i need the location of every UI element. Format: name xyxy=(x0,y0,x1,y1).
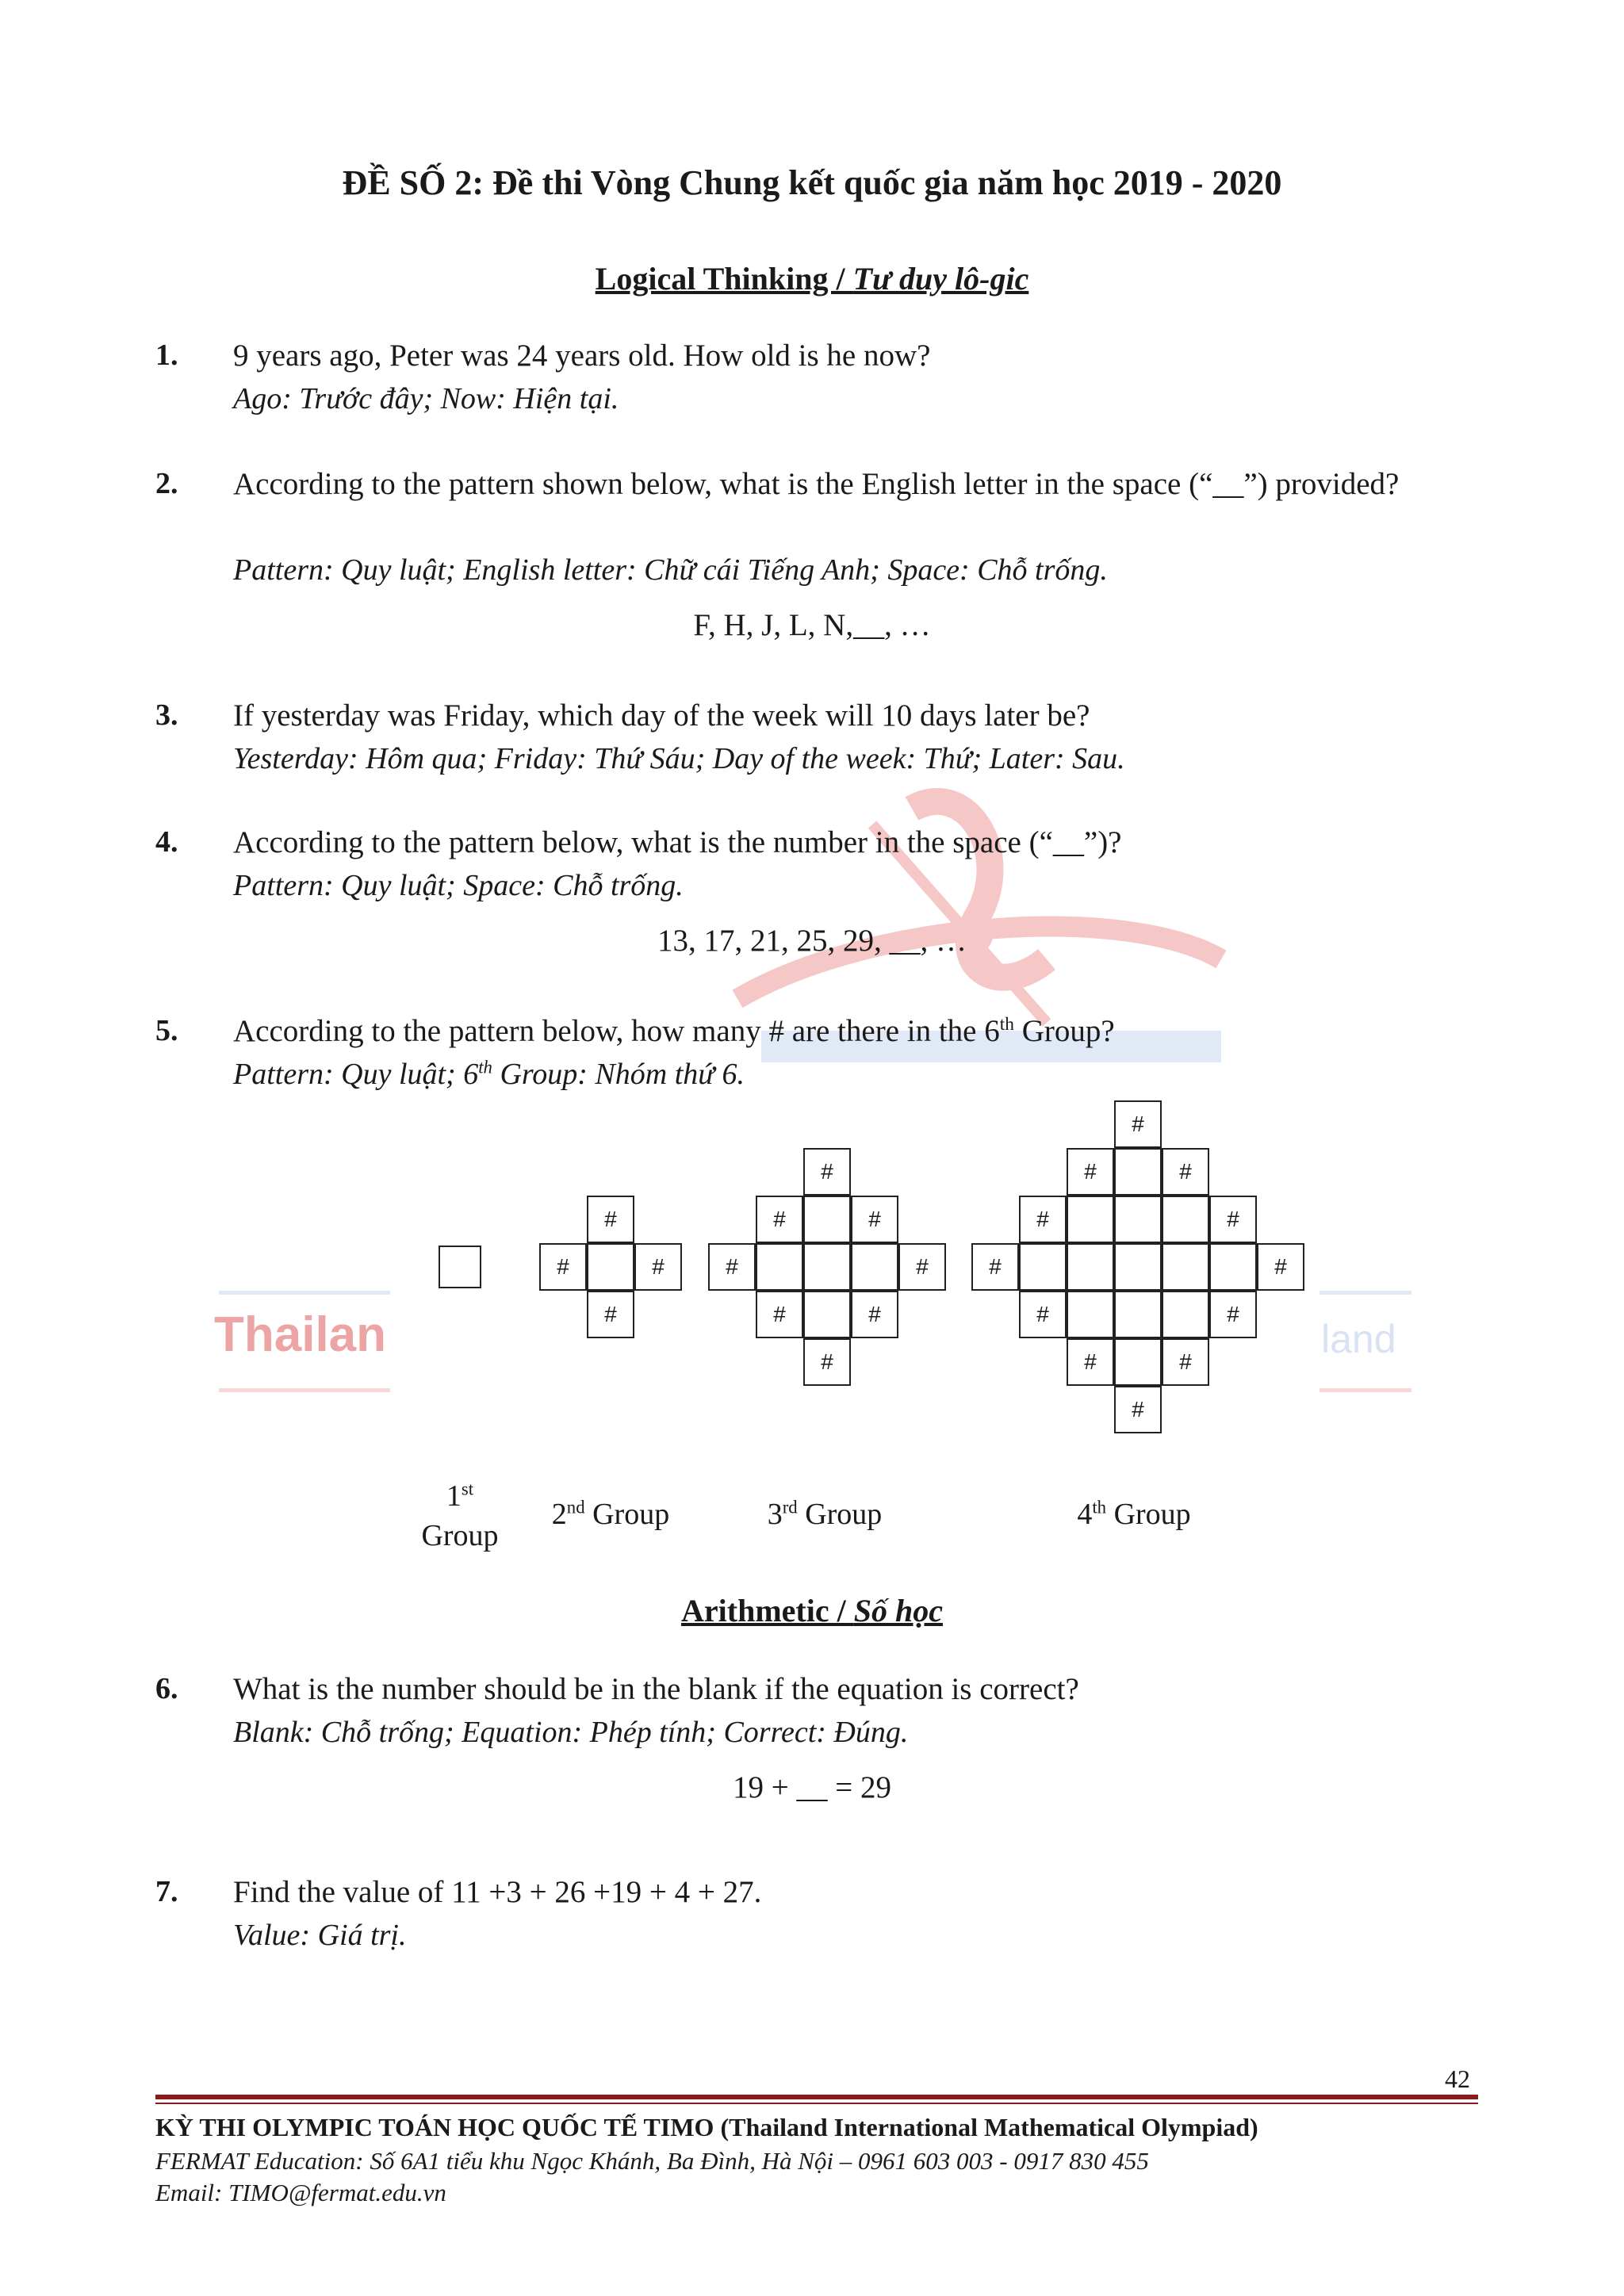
group-label-3-num: 3 xyxy=(767,1498,783,1531)
question-number-1: 1. xyxy=(155,339,178,372)
question-text-3: If yesterday was Friday, which day of the week will 10 days later be? xyxy=(233,698,1090,733)
footer-email: Email: TIMO@fermat.edu.vn xyxy=(155,2179,446,2206)
question-gloss-4: Pattern: Quy luật; Space: Chỗ trống. xyxy=(233,869,684,902)
empty-cell xyxy=(1067,1291,1114,1338)
footer-organizer: KỲ THI OLYMPIC TOÁN HỌC QUỐC TẾ TIMO (Thailand International Mathematical Olympiad) xyxy=(155,2113,1258,2141)
hash-cell: # xyxy=(1019,1196,1067,1243)
question-number-2: 2. xyxy=(155,467,178,500)
hash-cell: # xyxy=(539,1243,587,1291)
empty-cell xyxy=(803,1291,851,1338)
question-text-5-b: Group? xyxy=(1013,1014,1115,1048)
equation: 19 + __ = 29 xyxy=(733,1770,891,1804)
group-label-1-num: 1 xyxy=(446,1479,462,1513)
group-label-1-sup: st xyxy=(461,1479,474,1499)
empty-cell xyxy=(1067,1243,1114,1291)
section-logic-en: Logical Thinking / xyxy=(595,261,853,297)
question-gloss-5-a: Pattern: Quy luật; 6 xyxy=(233,1058,479,1091)
hash-cell: # xyxy=(1162,1338,1209,1386)
question-gloss-1: Ago: Trước đây; Now: Hiện tại. xyxy=(233,382,619,415)
question-text-5-sup: th xyxy=(999,1014,1014,1035)
hash-cell: # xyxy=(898,1243,946,1291)
hash-cell: # xyxy=(634,1243,682,1291)
empty-cell xyxy=(756,1243,803,1291)
empty-cell xyxy=(1019,1243,1067,1291)
group-label-2-word: Group xyxy=(584,1498,670,1531)
group-label-4-sup: th xyxy=(1092,1497,1107,1517)
hash-cell: # xyxy=(851,1291,898,1338)
hash-cell: # xyxy=(971,1243,1019,1291)
group-label-3-sup: rd xyxy=(782,1497,798,1517)
hash-cell: # xyxy=(1114,1386,1162,1433)
group-label-2-num: 2 xyxy=(551,1498,567,1531)
empty-cell xyxy=(1162,1196,1209,1243)
group-label-4 xyxy=(1047,1497,1221,1532)
question-number-4: 4. xyxy=(155,825,178,859)
watermark-text-right: land xyxy=(1321,1317,1396,1361)
question-gloss-6: Blank: Chỗ trống; Equation: Phép tính; Correct: Đúng. xyxy=(233,1716,909,1749)
group-label-3-word: Group xyxy=(797,1498,883,1531)
hash-cell: # xyxy=(756,1291,803,1338)
question-text-1: 9 years ago, Peter was 24 years old. How old is he now? xyxy=(233,339,931,373)
question-text-4: According to the pattern below, what is the number in the space (“__”)? xyxy=(233,825,1122,859)
question-gloss-3: Yesterday: Hôm qua; Friday: Thứ Sáu; Day of the week: Thứ; Later: Sau. xyxy=(233,742,1125,775)
question-text-5-a: According to the pattern below, how many # are there in the 6 xyxy=(233,1014,1000,1048)
hash-cell: # xyxy=(1067,1148,1114,1196)
section-arith-en: Arithmetic / xyxy=(681,1593,854,1628)
question-number-5: 5. xyxy=(155,1014,178,1047)
question-text-7: Find the value of 11 +3 + 26 +19 + 4 + 27. xyxy=(233,1875,762,1909)
hash-cell: # xyxy=(587,1196,634,1243)
hash-cell: # xyxy=(1114,1100,1162,1148)
footer-address: FERMAT Education: Số 6A1 tiểu khu Ngọc Khánh, Ba Đình, Hà Nội – 0961 603 003 - 0917 830 455 xyxy=(155,2147,1149,2175)
footer-rule-thin xyxy=(155,2103,1478,2104)
number-sequence: 13, 17, 21, 25, 29, __, … xyxy=(657,924,967,958)
empty-cell xyxy=(851,1243,898,1291)
group-label-4-num: 4 xyxy=(1077,1498,1093,1531)
question-number-6: 6. xyxy=(155,1672,178,1705)
group-label-2-sup: nd xyxy=(566,1497,585,1517)
question-gloss-2: Pattern: Quy luật; English letter: Chữ cái Tiếng Anh; Space: Chỗ trống. xyxy=(233,553,1108,587)
empty-cell xyxy=(1162,1291,1209,1338)
empty-cell xyxy=(1114,1243,1162,1291)
question-gloss-5-sup: th xyxy=(478,1057,492,1077)
section-arith-vi: Số học xyxy=(853,1593,943,1628)
hash-cell: # xyxy=(803,1148,851,1196)
empty-cell xyxy=(803,1196,851,1243)
section-logic-vi: Tư duy lô-gic xyxy=(852,261,1029,297)
group-label-3 xyxy=(737,1497,912,1532)
empty-cell xyxy=(587,1243,634,1291)
empty-cell xyxy=(1114,1291,1162,1338)
group-label-4-word: Group xyxy=(1106,1498,1191,1531)
hash-cell: # xyxy=(756,1196,803,1243)
page-number: 42 xyxy=(1445,2064,1470,2093)
hash-cell: # xyxy=(708,1243,756,1291)
hash-cell: # xyxy=(803,1338,851,1386)
group-label-2 xyxy=(523,1497,698,1532)
section-heading-arith xyxy=(0,1592,1624,1629)
empty-cell xyxy=(1067,1196,1114,1243)
question-text-6: What is the number should be in the blank if the equation is correct? xyxy=(233,1672,1079,1706)
empty-cell xyxy=(1162,1243,1209,1291)
group-label-1 xyxy=(404,1476,515,1556)
question-text-2: According to the pattern shown below, what is the English letter in the space (“__”) provided? xyxy=(233,467,1400,501)
page-title: ĐỀ SỐ 2: Đề thi Vòng Chung kết quốc gia năm học 2019 - 2020 xyxy=(342,163,1282,202)
hash-cell: # xyxy=(1067,1338,1114,1386)
hash-cell: # xyxy=(587,1291,634,1338)
footer-rule xyxy=(155,2095,1478,2099)
question-gloss-7: Value: Giá trị. xyxy=(233,1919,407,1952)
empty-cell xyxy=(1114,1148,1162,1196)
hash-cell: # xyxy=(1019,1291,1067,1338)
hash-cell: # xyxy=(1257,1243,1304,1291)
hash-cell: # xyxy=(1209,1196,1257,1243)
hash-cell: # xyxy=(1209,1291,1257,1338)
question-number-3: 3. xyxy=(155,698,178,732)
hash-cell: # xyxy=(851,1196,898,1243)
empty-cell xyxy=(1114,1338,1162,1386)
empty-cell xyxy=(1114,1196,1162,1243)
group-label-1-word: Group xyxy=(421,1519,499,1552)
watermark-text-left: Thailan xyxy=(214,1307,387,1362)
letter-sequence: F, H, J, L, N,__, … xyxy=(693,608,931,642)
hash-cell: # xyxy=(1162,1148,1209,1196)
empty-cell xyxy=(439,1246,481,1288)
question-number-7: 7. xyxy=(155,1875,178,1908)
empty-cell xyxy=(1209,1243,1257,1291)
question-gloss-5-b: Group: Nhóm thứ 6. xyxy=(492,1058,745,1091)
empty-cell xyxy=(803,1243,851,1291)
